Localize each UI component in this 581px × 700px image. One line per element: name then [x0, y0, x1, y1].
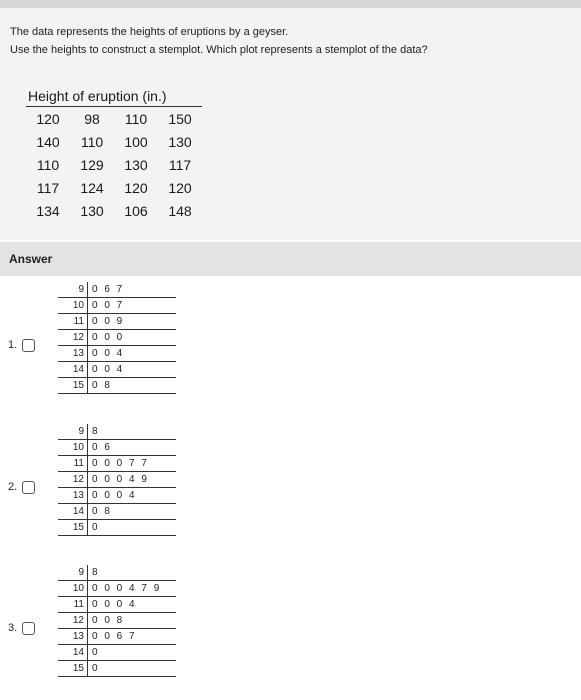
heights-cell: 120	[36, 110, 60, 127]
leaf-values: 0 0 0 4	[88, 597, 177, 613]
option-number: 1.	[8, 339, 18, 351]
stemplot-row	[58, 346, 176, 362]
heights-row	[26, 153, 202, 176]
stemplot-row	[58, 581, 176, 597]
leaf-values: 0 0 0 4	[88, 488, 177, 504]
heights-cell: 130	[168, 133, 192, 150]
leaf-values: 0 6 7	[88, 282, 177, 298]
leaf-values: 0 8	[88, 378, 177, 394]
heights-row	[26, 130, 202, 153]
answer-header	[0, 242, 581, 276]
stemplot-row	[58, 565, 176, 581]
heights-cell: 148	[168, 202, 192, 219]
leaf-values: 8	[88, 424, 177, 440]
answer-label: Answer	[9, 252, 53, 266]
stemplot-row	[58, 661, 176, 677]
stem-value: 14	[58, 362, 88, 378]
stemplot-row	[58, 282, 176, 298]
stemplot-row	[58, 520, 176, 536]
heights-row	[26, 199, 202, 222]
stem-value: 10	[58, 298, 88, 314]
stem-value: 9	[58, 565, 88, 581]
stemplot-row	[58, 362, 176, 378]
header-strip	[0, 0, 581, 8]
stem-value: 13	[58, 629, 88, 645]
heights-cell: 130	[80, 202, 104, 219]
stem-value: 12	[58, 472, 88, 488]
heights-cell: 117	[168, 156, 192, 173]
leaf-values: 0 0 9	[88, 314, 177, 330]
stemplot-row	[58, 440, 176, 456]
heights-cell: 100	[124, 133, 148, 150]
stem-value: 12	[58, 330, 88, 346]
heights-cell: 120	[168, 179, 192, 196]
stem-value: 11	[58, 314, 88, 330]
option-2-radio[interactable]	[22, 481, 35, 494]
stemplot-row	[58, 330, 176, 346]
option-3-radio[interactable]	[22, 622, 35, 635]
heights-cell: 140	[36, 133, 60, 150]
stem-value: 15	[58, 520, 88, 536]
heights-row	[26, 176, 202, 199]
stem-value: 15	[58, 661, 88, 677]
stemplot-row	[58, 613, 176, 629]
stem-value: 12	[58, 613, 88, 629]
leaf-values: 0	[88, 645, 177, 661]
stem-value: 15	[58, 378, 88, 394]
stem-value: 10	[58, 440, 88, 456]
leaf-values: 0 0 0	[88, 330, 177, 346]
heights-cell: 150	[168, 110, 192, 127]
stemplot-row	[58, 424, 176, 440]
heights-cell: 117	[36, 179, 60, 196]
stem-value: 11	[58, 456, 88, 472]
leaf-values: 8	[88, 565, 177, 581]
heights-cell: 124	[80, 179, 104, 196]
question-line-1: The data represents the heights of eruptions by a geyser.	[10, 26, 289, 38]
stem-value: 14	[58, 645, 88, 661]
leaf-values: 0	[88, 520, 177, 536]
heights-cell: 98	[84, 110, 100, 127]
heights-cell: 134	[36, 202, 60, 219]
stem-value: 13	[58, 488, 88, 504]
stemplot-2	[58, 424, 176, 536]
stem-value: 9	[58, 282, 88, 298]
leaf-values: 0 8	[88, 504, 177, 520]
stemplot-row	[58, 456, 176, 472]
leaf-values: 0 6	[88, 440, 177, 456]
stemplot-row	[58, 472, 176, 488]
heights-cell: 110	[124, 110, 148, 127]
stemplot-row	[58, 597, 176, 613]
option-1-radio[interactable]	[22, 339, 35, 352]
leaf-values: 0	[88, 661, 177, 677]
heights-table	[26, 88, 202, 222]
stemplot-1	[58, 282, 176, 394]
heights-table-caption: Height of eruption (in.)	[26, 88, 202, 107]
heights-cell: 110	[36, 156, 60, 173]
stemplot-row	[58, 504, 176, 520]
question-line-2: Use the heights to construct a stemplot. Which plot represents a stemplot of the data?	[10, 44, 428, 56]
leaf-values: 0 0 0 4 7 9	[88, 581, 177, 597]
heights-cell: 130	[124, 156, 148, 173]
leaf-values: 0 0 6 7	[88, 629, 177, 645]
heights-cell: 106	[124, 202, 148, 219]
leaf-values: 0 0 7	[88, 298, 177, 314]
stemplot-row	[58, 378, 176, 394]
heights-cell: 120	[124, 179, 148, 196]
heights-row	[26, 107, 202, 130]
option-number: 2.	[8, 481, 18, 493]
stemplot-row	[58, 488, 176, 504]
stemplot-row	[58, 314, 176, 330]
stem-value: 10	[58, 581, 88, 597]
leaf-values: 0 0 4	[88, 362, 177, 378]
leaf-values: 0 0 0 7 7	[88, 456, 177, 472]
stemplot-row	[58, 298, 176, 314]
heights-cell: 129	[80, 156, 104, 173]
stemplot-3	[58, 565, 176, 677]
stemplot-row	[58, 629, 176, 645]
leaf-values: 0 0 4	[88, 346, 177, 362]
question-text	[10, 22, 570, 60]
leaf-values: 0 0 0 4 9	[88, 472, 177, 488]
stem-value: 13	[58, 346, 88, 362]
leaf-values: 0 0 8	[88, 613, 177, 629]
stem-value: 11	[58, 597, 88, 613]
stem-value: 14	[58, 504, 88, 520]
option-number: 3.	[8, 622, 18, 634]
stem-value: 9	[58, 424, 88, 440]
stemplot-row	[58, 645, 176, 661]
heights-cell: 110	[80, 133, 104, 150]
